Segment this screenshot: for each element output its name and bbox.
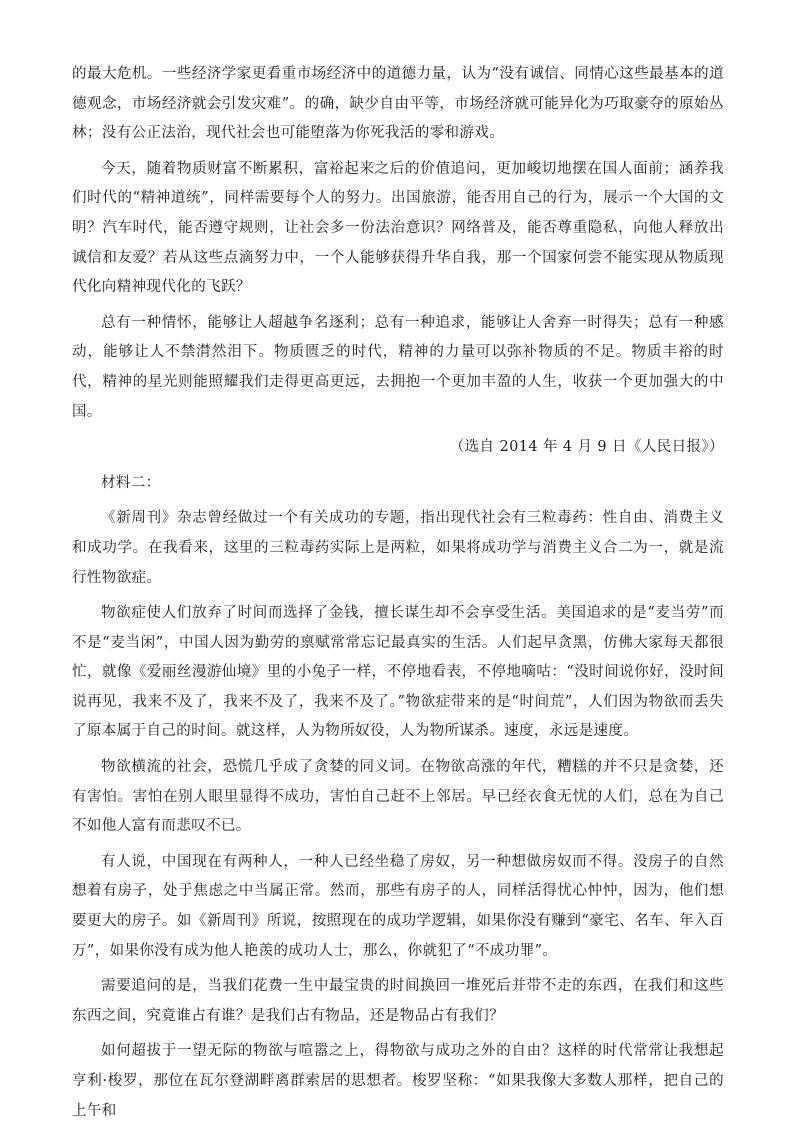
paragraph: 物欲症使人们放弃了时间而选择了金钱，擅长谋生却不会享受生活。美国追求的是“麦当劳”而不是“麦当闲”，中国人因为勤劳的禀赋常常忘记最真实的生活。人们起早贪黑，仿佛大家每天都很忙，就像《爱丽丝漫游仙境》里的小兔子一样，不停地看表，不停地嘀咕：“没时间说你好，没时间说再见，我来不及了，我来不及了，我来不及了。”物欲症带来的是“时间荒”，人们因为物欲而丢失了原本属于自己的时间。就这样，人为物所奴役，人为物所谋杀。速度，永远是速度。 [72,605,724,740]
paragraph: 需要追问的是，当我们花费一生中最宝贵的时间换回一堆死后并带不走的东西，在我们和这些东西之间，究竟谁占有谁？是我们占有物品，还是物品占有我们？ [72,978,724,1024]
paragraph: 《新周刊》杂志曾经做过一个有关成功的专题，指出现代社会有三粒毒药：性自由、消费主义和成功学。在我看来，这里的三粒毒药实际上是两粒，如果将成功学与消费主义合二为一，就是流行性物欲症。 [72,510,724,586]
source-citation: （选自 2014 年 4 月 9 日《人民日报》） [449,439,724,456]
paragraph: 的最大危机。一些经济学家更看重市场经济中的道德力量，认为“没有诚信、同情心这些最基本的道德观念，市场经济就会引发灾难”。的确，缺少自由平等，市场经济就可能异化为巧取豪夺的原始丛林；没有公正法治，现代社会也可能堕落为你死我活的零和游戏。 [72,66,724,142]
paragraph: 有人说，中国现在有两种人，一种人已经坐稳了房奴，另一种想做房奴而不得。没房子的自然想着有房子，处于焦虑之中当属正常。然而，那些有房子的人，同样活得忧心忡忡，因为，他们想要更大的房子。如《新周刊》所说，按照现在的成功学逻辑，如果你没有赚到“豪宅、名车、年入百万”，如果你没有成为他人艳羡的成功人士，那么，你就犯了“不成功罪”。 [72,853,724,959]
material-label: 材料二： [101,474,161,491]
paragraph: 物欲横流的社会，恐慌几乎成了贪婪的同义词。在物欲高涨的年代，糟糕的并不只是贪婪，还有害怕。害怕在别人眼里显得不成功，害怕自己赶不上邻居。早已经衣食无忧的人们，总在为自己不如他人富有而悲叹不已。 [72,759,724,835]
document-page [72,60,724,1132]
paragraph: 今天，随着物质财富不断累积，富裕起来之后的价值追问，更加峻切地摆在国人面前；涵养我们时代的“精神道统”，同样需要每个人的努力。出国旅游，能否用自己的行为，展示一个大国的文明？汽车时代，能否遵守规则，让社会多一份法治意识？网络普及，能否尊重隐私，向他人释放出诚信和友爱？若从这些点滴努力中，一个人能够获得升华自我，那一个国家何尝不能实现从物质现代化向精神现代化的飞跃？ [72,160,724,296]
paragraph: 总有一种情怀，能够让人超越争名逐利；总有一种追求，能够让人舍弃一时得失；总有一种感动，能够让人不禁潸然泪下。物质匮乏的时代，精神的力量可以弥补物质的不足。物质丰裕的时代，精神的星光则能照耀我们走得更高更远，去拥抱一个更加丰盈的人生，收获一个更加强大的中国。 [72,314,724,420]
paragraph: 如何超拔于一望无际的物欲与喧嚣之上，得物欲与成功之外的自由？这样的时代常常让我想起亨利·梭罗，那位在瓦尔登湖畔离群索居的思想者。梭罗坚称：“如果我像大多数人那样，把自己的上午和 [72,1043,724,1119]
